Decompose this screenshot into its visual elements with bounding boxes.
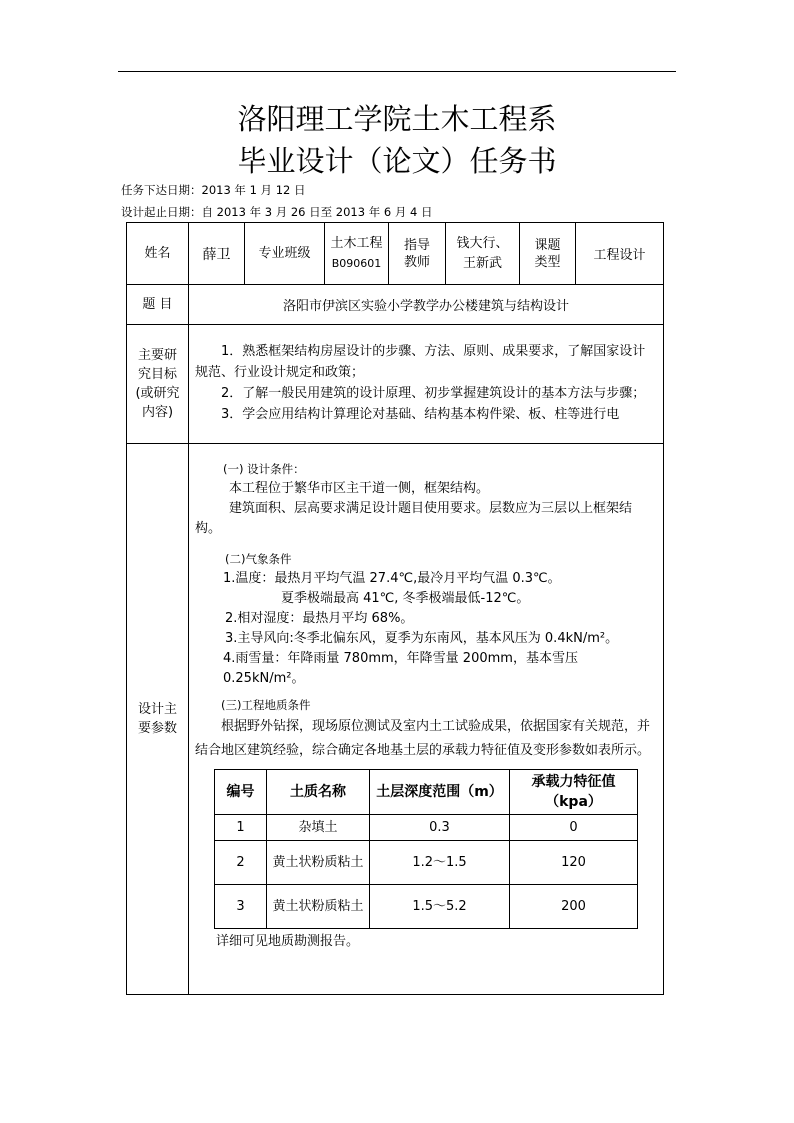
topic-row <box>127 285 664 325</box>
advisor-label-line2: 教师 <box>403 254 430 270</box>
param-line: 夏季极端最高 41℃, 冬季极端最低-12℃。 <box>281 591 530 606</box>
objectives-label-line: 主要研 <box>137 348 177 363</box>
soil-cell: 1.5～5.2 <box>370 885 510 929</box>
param-paragraph: 根据野外钻探，现场原位测试及室内土工试验成果，依据国家有关规范，并结合地区建筑经验，综合确定各地基土层的承载力特征值及变形参数如表所示。 <box>195 719 651 758</box>
type-label-line1: 课题 <box>534 237 561 253</box>
class-major: 土木工程 <box>330 235 383 251</box>
info-row <box>127 223 664 285</box>
topic-label: 题 目 <box>127 285 189 325</box>
type-label-line2: 类型 <box>534 254 561 270</box>
soil-header-cell: 编号 <box>215 770 267 815</box>
soil-row <box>215 885 638 929</box>
params-label-line: 设计主 <box>137 702 177 717</box>
soil-cell: 1 <box>215 815 267 841</box>
objectives-label-line: (或研究 <box>135 386 180 401</box>
page-subtitle: 毕业设计（论文）任务书 <box>237 144 557 178</box>
topic-value: 洛阳市伊滨区实验小学教学办公楼建筑与结构设计 <box>189 285 664 325</box>
soil-header-cell: 承载力特征值（kpa） <box>510 770 638 815</box>
design-period: 设计起止日期：自 2013 年 3 月 26 日至 2013 年 6 月 4 日 <box>121 205 433 219</box>
param-line: 4.雨雪量：年降雨量 780mm，年降雪量 200mm，基本雪压 0.25kN/m²。 <box>223 651 578 686</box>
soil-cell: 1.2～1.5 <box>370 841 510 885</box>
objective-item: 3．学会应用结构计算理论对基础、结构基本构件梁、板、柱等进行电 <box>221 407 620 422</box>
soil-header-cell: 土质名称 <box>267 770 370 815</box>
soil-cell: 0 <box>510 815 638 841</box>
issue-date: 任务下达日期：2013 年 1 月 12 日 <box>121 183 306 197</box>
type-label <box>520 223 576 285</box>
soil-cell: 3 <box>215 885 267 929</box>
soil-cell: 200 <box>510 885 638 929</box>
objectives-label-line: 内容) <box>141 405 174 420</box>
advisor-name-1: 钱大行、 <box>456 235 509 251</box>
param-line: 建筑面积、层高要求满足设计题目使用要求。层数应为三层以上框架结构。 <box>195 501 633 536</box>
section-heading: (一) 设计条件： <box>223 462 305 476</box>
objectives-row <box>127 325 664 444</box>
param-line: 2.相对湿度：最热月平均 68%。 <box>225 611 414 626</box>
task-table <box>126 222 664 995</box>
advisor-name-2: 王新武 <box>462 255 502 271</box>
header-rule <box>118 71 676 72</box>
objective-item: 1．熟悉框架结构房屋设计的步骤、方法、原则、成果要求，了解国家设计规范、行业设计规定和政策； <box>195 344 646 380</box>
soil-cell: 0.3 <box>370 815 510 841</box>
params-label-line: 要参数 <box>137 721 177 736</box>
class-value <box>325 223 389 285</box>
soil-cell: 杂填土 <box>267 815 370 841</box>
soil-header-cell: 土层深度范围（m） <box>370 770 510 815</box>
soil-cell: 2 <box>215 841 267 885</box>
section-heading: (二)气象条件 <box>225 552 292 566</box>
name-value: 薛卫 <box>189 223 245 285</box>
soil-cell: 黄土状粉质粘土 <box>267 841 370 885</box>
params-content <box>189 444 664 995</box>
objectives-label <box>127 325 189 444</box>
page-title: 洛阳理工学院土木工程系 <box>237 102 557 136</box>
objectives-content <box>189 325 664 444</box>
name-label: 姓名 <box>127 223 189 285</box>
advisor-label-line1: 指导 <box>403 237 430 253</box>
soil-table-header <box>215 770 638 815</box>
soil-cell: 黄土状粉质粘土 <box>267 885 370 929</box>
param-line: 3.主导风向:冬季北偏东风，夏季为东南风，基本风压为 0.4kN/m²。 <box>225 631 619 646</box>
param-line: 本工程位于繁华市区主干道一侧，框架结构。 <box>229 481 490 496</box>
class-code: B090601 <box>331 256 382 270</box>
params-label <box>127 444 189 995</box>
advisor-value <box>446 223 520 285</box>
soil-table <box>214 769 638 929</box>
type-value: 工程设计 <box>576 223 664 285</box>
soil-cell: 120 <box>510 841 638 885</box>
class-label: 专业班级 <box>245 223 325 285</box>
soil-row <box>215 815 638 841</box>
objectives-label-line: 究目标 <box>137 367 177 382</box>
soil-row <box>215 841 638 885</box>
note: 详细可见地质勘测报告。 <box>216 934 360 949</box>
params-row <box>127 444 664 995</box>
objective-item: 2．了解一般民用建筑的设计原理、初步掌握建筑设计的基本方法与步骤； <box>221 386 646 401</box>
advisor-label <box>389 223 446 285</box>
param-line: 1.温度：最热月平均气温 27.4℃,最冷月平均气温 0.3℃。 <box>223 571 561 586</box>
section-heading: (三)工程地质条件 <box>221 698 311 712</box>
